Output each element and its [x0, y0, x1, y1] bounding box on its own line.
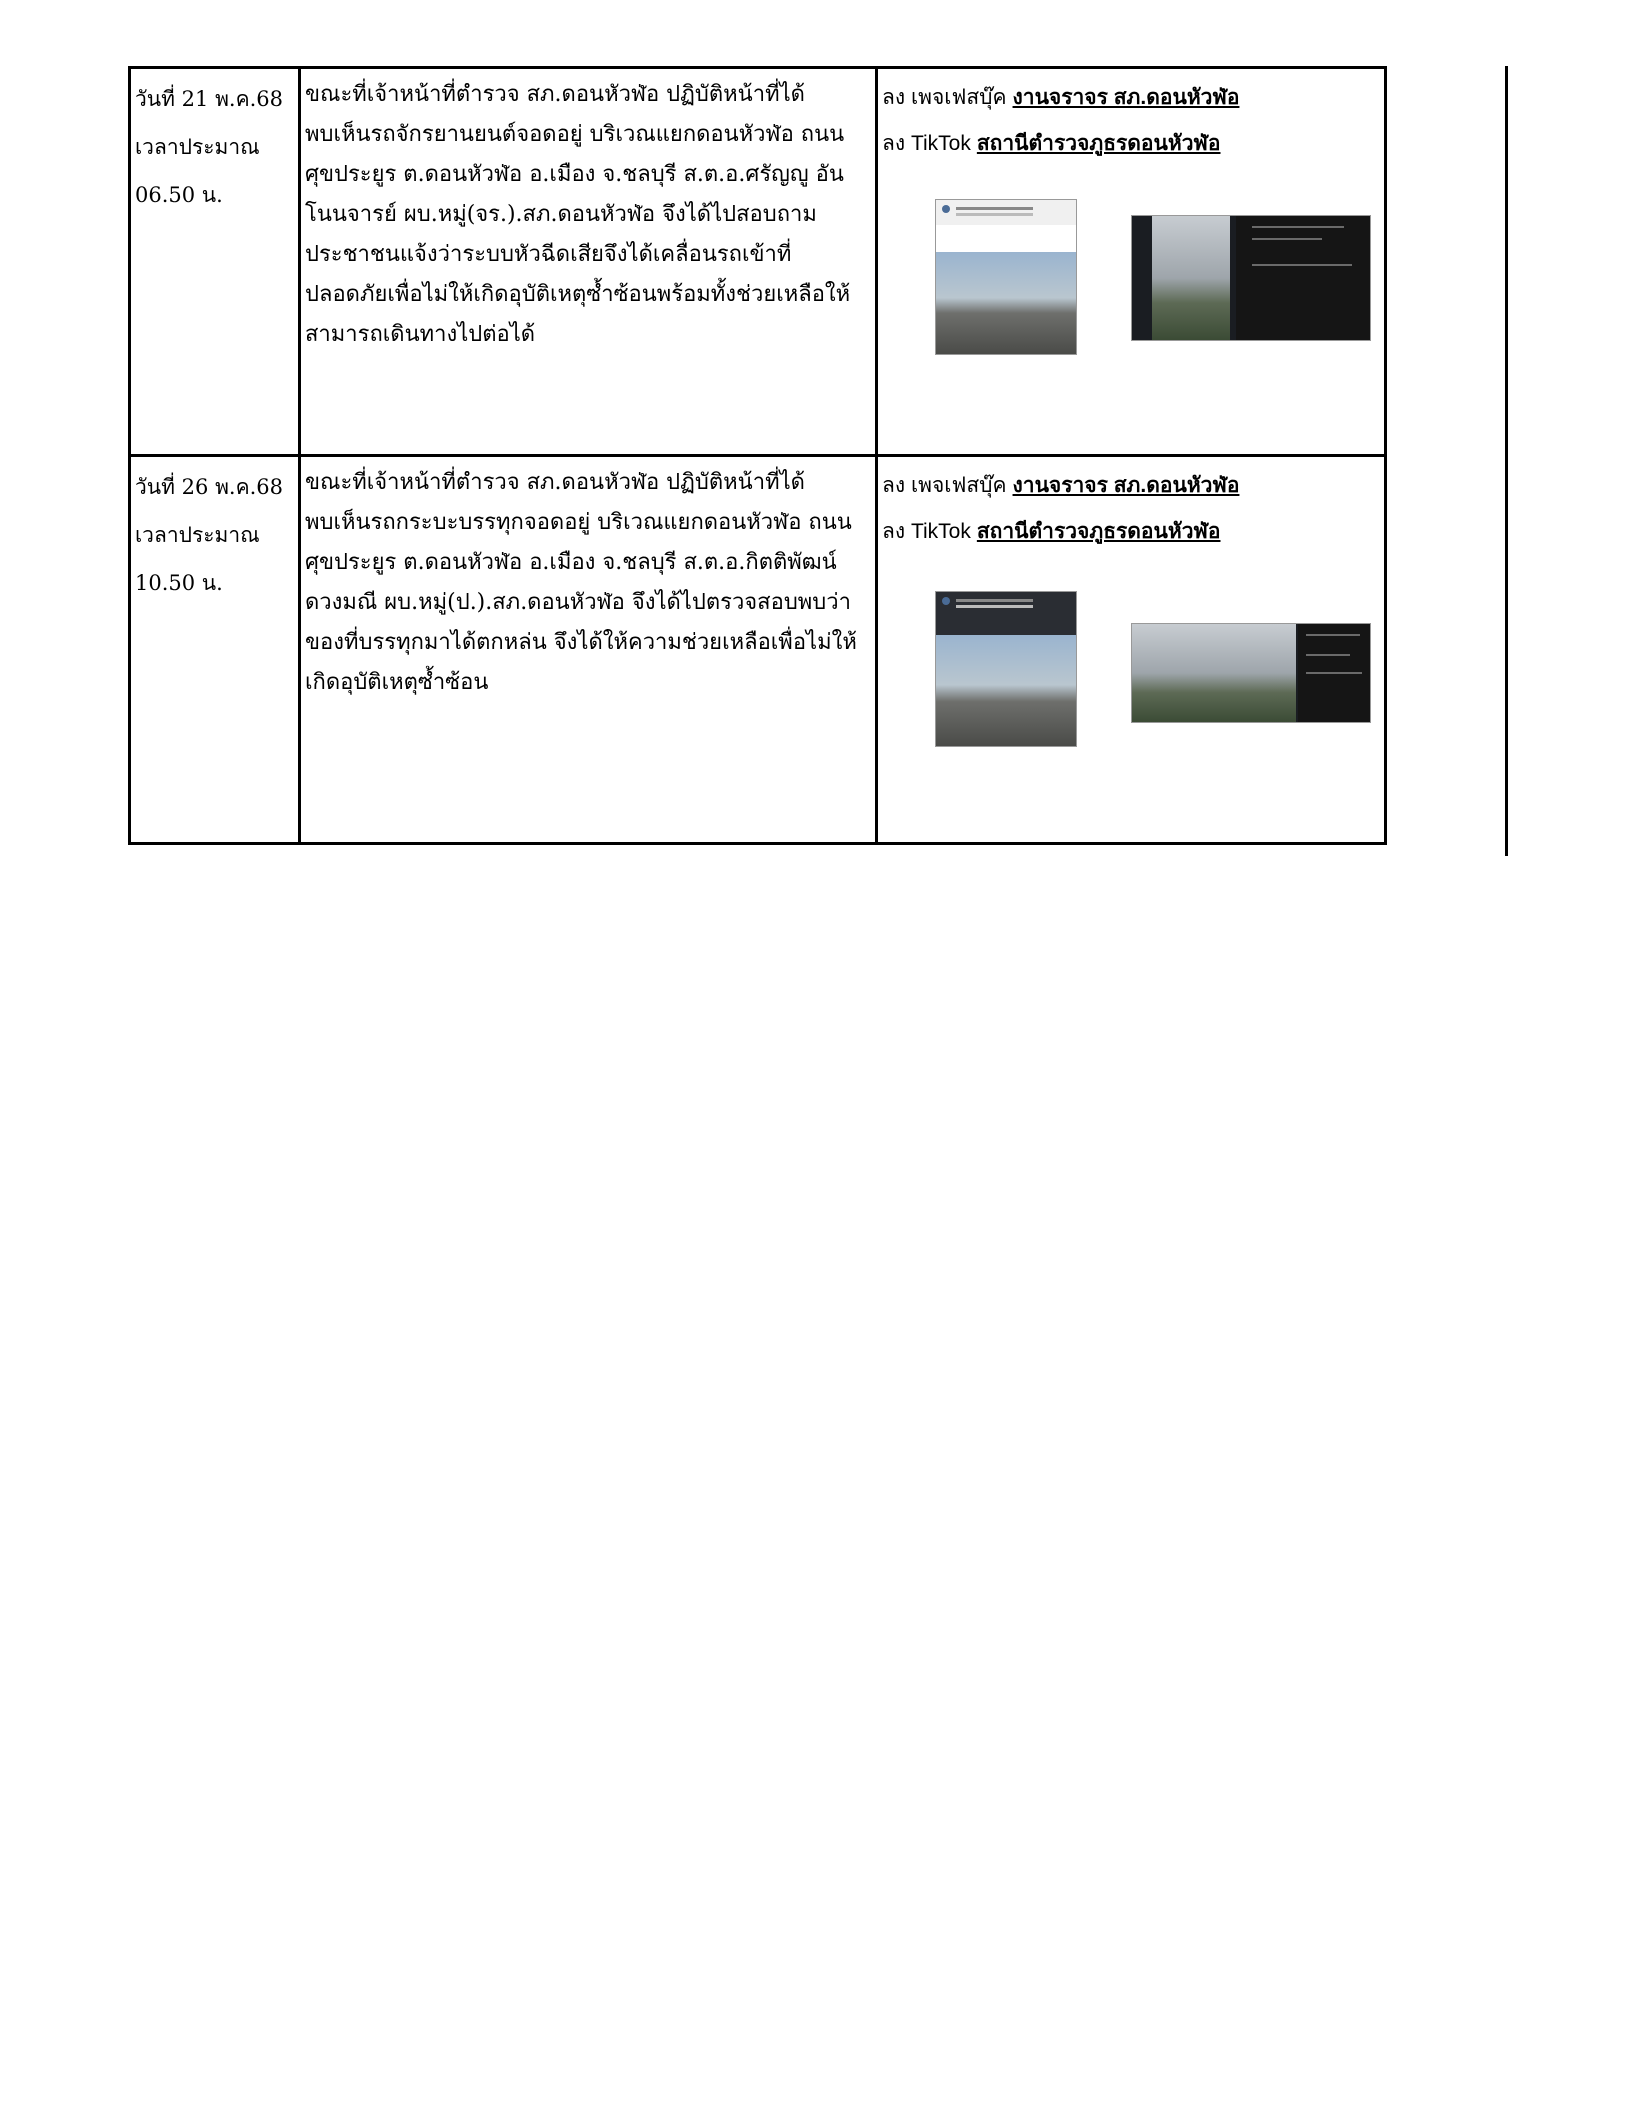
- time-label: เวลาประมาณ: [135, 135, 260, 159]
- tiktok-post-screenshot: [1131, 215, 1371, 341]
- facebook-prefix: ลง เพจเฟสบุ๊ค: [882, 86, 1007, 109]
- activity-report-table: [128, 66, 1387, 845]
- evidence-screenshots: [882, 555, 1378, 775]
- description-cell: [300, 68, 877, 456]
- page-margin-rule: [1505, 66, 1508, 856]
- activity-table-wrapper: [128, 66, 1384, 845]
- tiktok-account-link[interactable]: สถานีตำรวจภูธรดอนหัวฬ่อ: [976, 132, 1221, 155]
- post-header-graphic: [936, 200, 1076, 225]
- facebook-line: [882, 463, 1378, 509]
- time-text: 10.50 น.: [135, 571, 223, 595]
- publication-cell: [877, 68, 1386, 456]
- tiktok-account-link[interactable]: สถานีตำรวจภูธรดอนหัวฬ่อ: [976, 520, 1221, 543]
- date-time-cell: [130, 456, 300, 844]
- table-row: [130, 68, 1386, 456]
- post-header-graphic: [936, 592, 1076, 617]
- facebook-prefix: ลง เพจเฟสบุ๊ค: [882, 474, 1007, 497]
- post-comment-panel: [1298, 624, 1370, 722]
- publication-cell: [877, 456, 1386, 844]
- tiktok-post-screenshot: [1131, 623, 1371, 723]
- date-time-cell: [130, 68, 300, 456]
- tiktok-line: [882, 121, 1378, 167]
- time-label: เวลาประมาณ: [135, 523, 260, 547]
- post-photo: [1132, 624, 1296, 722]
- post-photo: [936, 252, 1076, 354]
- facebook-line: [882, 75, 1378, 121]
- incident-description: ขณะที่เจ้าหน้าที่ตำรวจ สภ.ดอนหัวฬ่อ ปฏิบัติหน้าที่ได้พบเห็นรถกระบะบรรทุกจอดอยู่ บริเวณแยกดอนหัวฬ่อ ถนนศุขประยูร ต.ดอนหัวฬ่อ อ.เมือง จ.ชลบุรี ส.ต.อ.กิตติพัฒน์ ดวงมณี ผบ.หมู่(ป.).สภ.ดอนหัวฬ่อ จึงได้ไปตรวจสอบพบว่าของที่บรรทุกมาได้ตกหล่น จึงได้ให้ความช่วยเหลือเพื่อไม่ให้เกิดอุบัติเหตุซ้ำซ้อน: [305, 470, 857, 695]
- time-text: 06.50 น.: [135, 183, 223, 207]
- facebook-page-link[interactable]: งานจราจร สภ.ดอนหัวฬ่อ: [1012, 86, 1240, 109]
- post-photo: [936, 635, 1076, 746]
- facebook-post-screenshot: [935, 591, 1077, 747]
- date-text: วันที่ 21 พ.ค.68: [135, 87, 284, 111]
- table-row: [130, 456, 1386, 844]
- facebook-post-screenshot: [935, 199, 1077, 355]
- facebook-page-link[interactable]: งานจราจร สภ.ดอนหัวฬ่อ: [1012, 474, 1240, 497]
- description-cell: [300, 456, 877, 844]
- evidence-screenshots: [882, 167, 1378, 387]
- incident-description: ขณะที่เจ้าหน้าที่ตำรวจ สภ.ดอนหัวฬ่อ ปฏิบัติหน้าที่ได้พบเห็นรถจักรยานยนต์จอดอยู่ บริเวณแยกดอนหัวฬ่อ ถนนศุขประยูร ต.ดอนหัวฬ่อ อ.เมือง จ.ชลบุรี ส.ต.อ.ศรัญญู อันโนนจารย์ ผบ.หมู่(จร.).สภ.ดอนหัวฬ่อ จึงได้ไปสอบถามประชาชนแจ้งว่าระบบหัวฉีดเสียจึงได้เคลื่อนรถเข้าที่ปลอดภัยเพื่อไม่ให้เกิดอุบัติเหตุซ้ำซ้อนพร้อมทั้งช่วยเหลือให้สามารถเดินทางไปต่อได้: [305, 82, 851, 347]
- post-comment-panel: [1236, 216, 1370, 340]
- date-text: วันที่ 26 พ.ค.68: [135, 475, 284, 499]
- post-photo: [1152, 216, 1230, 340]
- tiktok-prefix: ลง TikTok: [882, 520, 971, 543]
- tiktok-line: [882, 509, 1378, 555]
- tiktok-prefix: ลง TikTok: [882, 132, 971, 155]
